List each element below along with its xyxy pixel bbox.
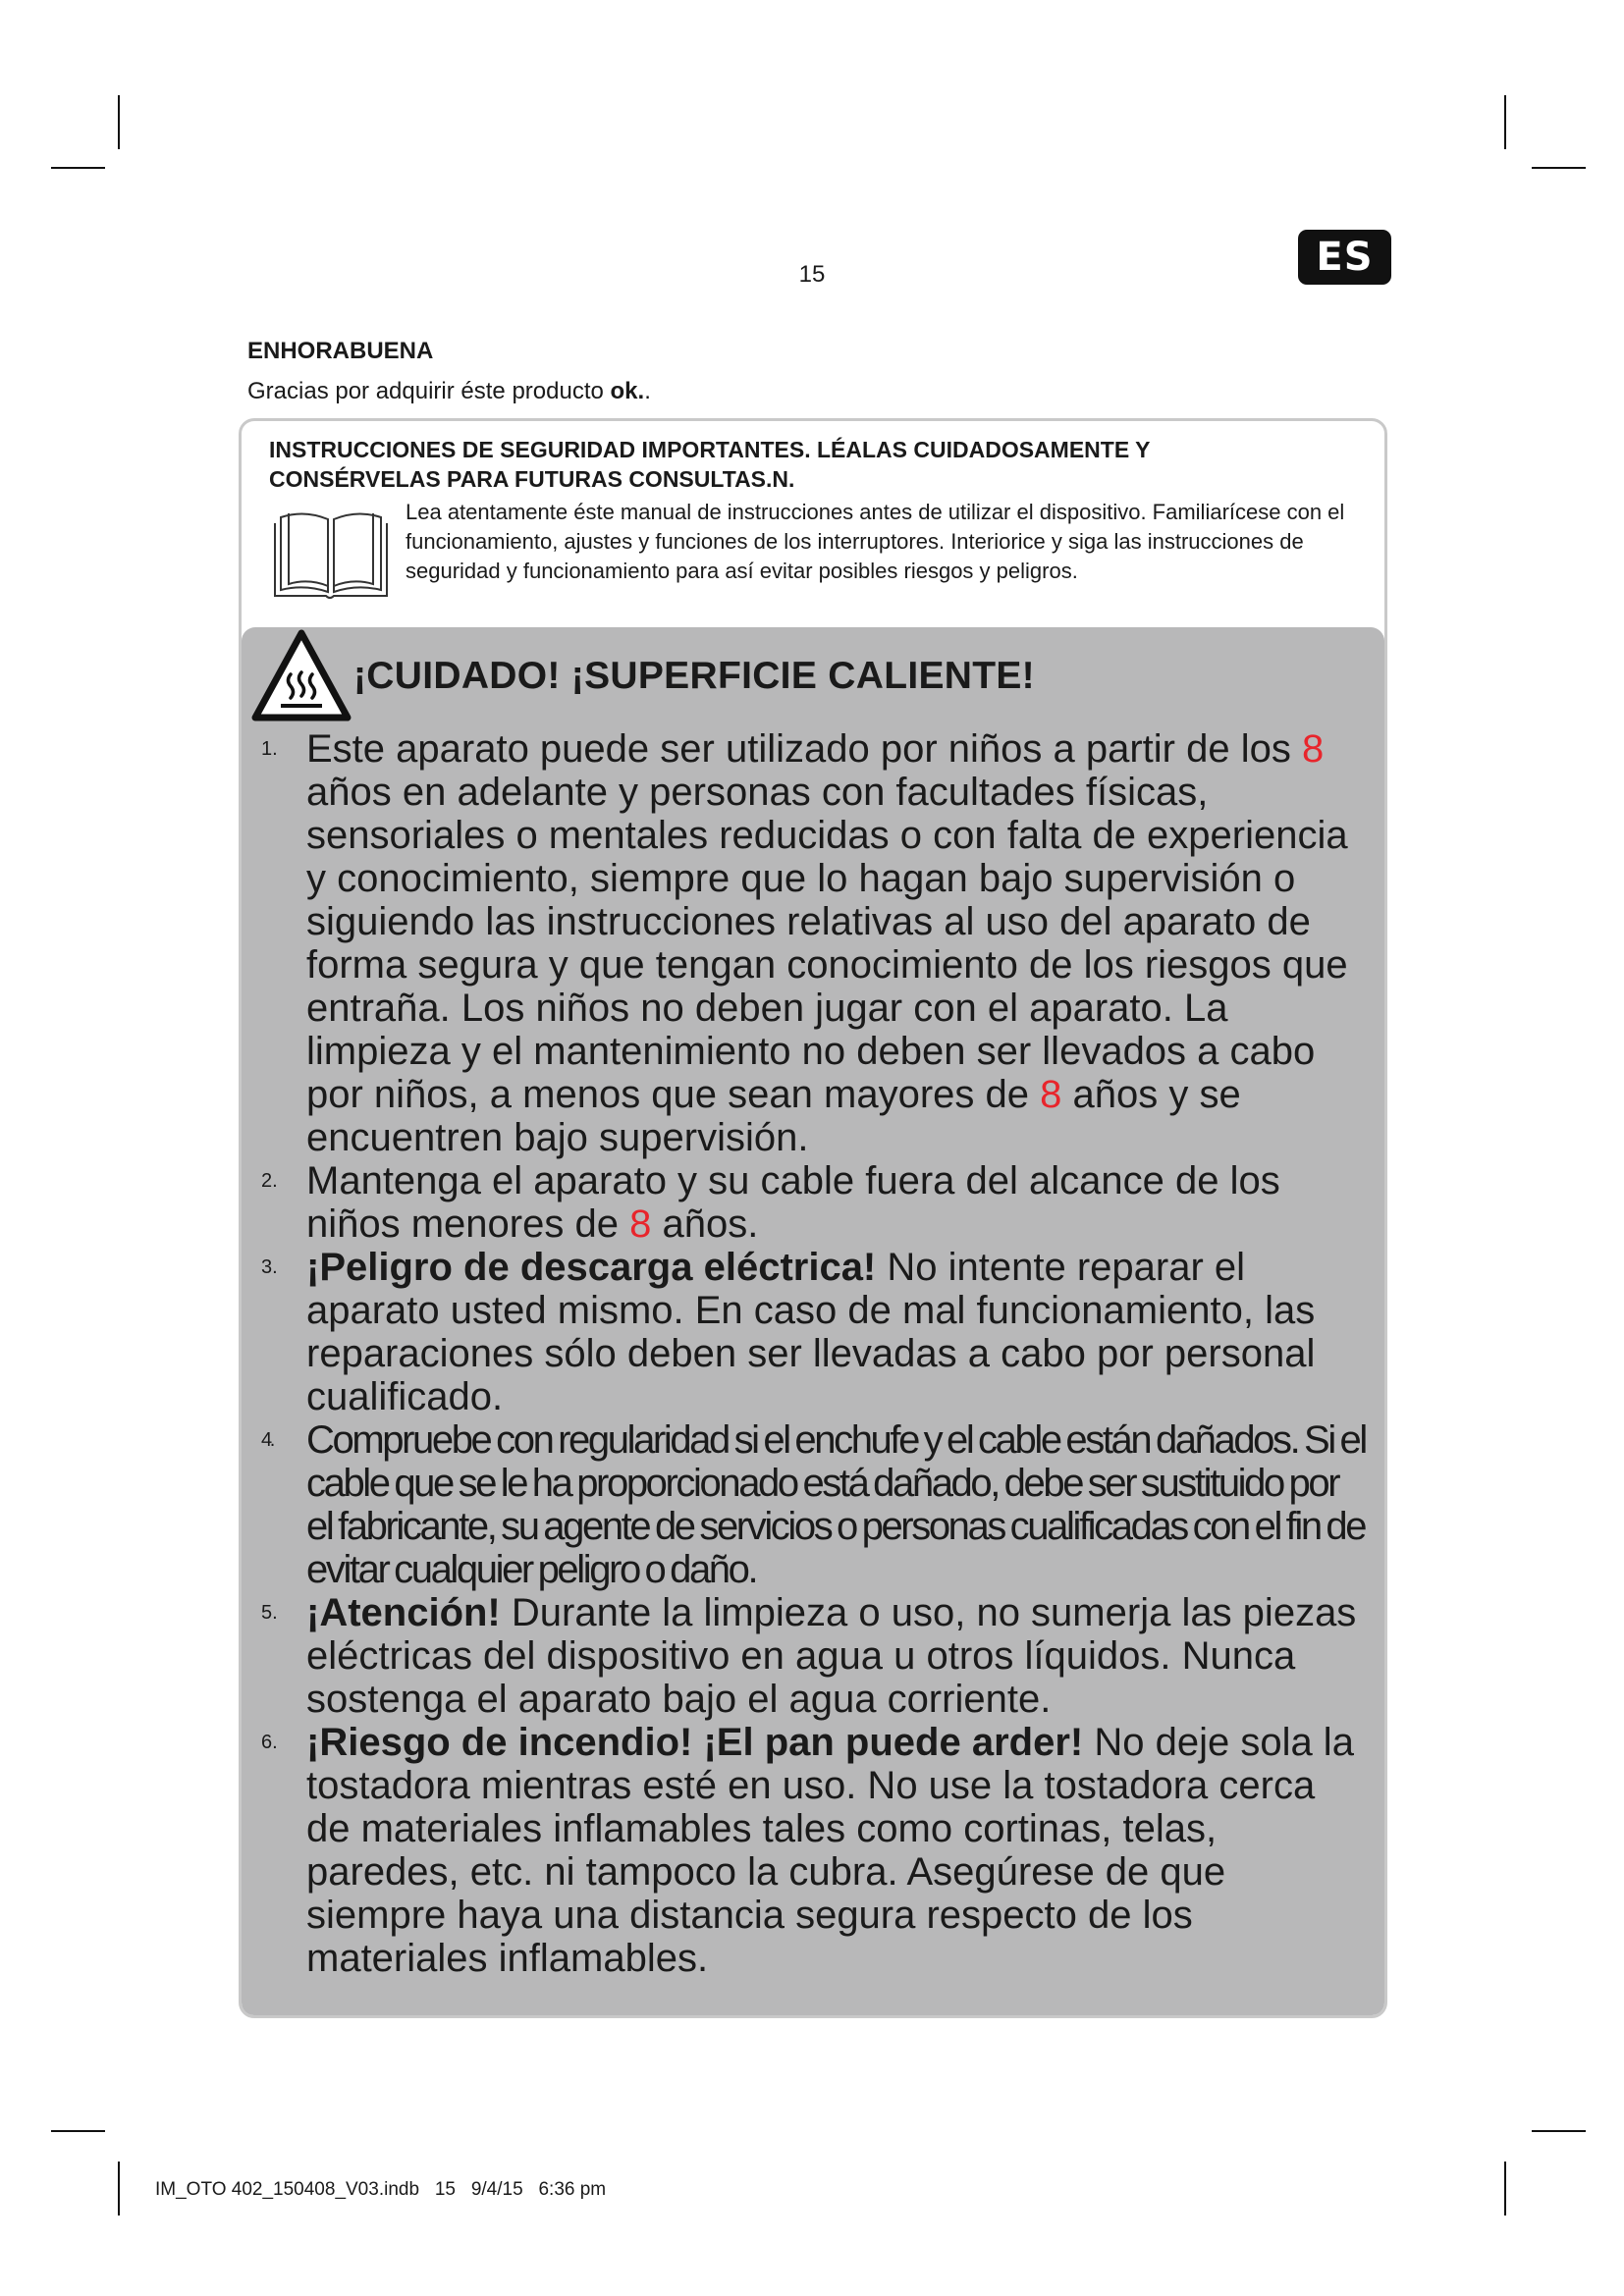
item-lead: ¡Riesgo de incendio! ¡El pan puede arder!: [306, 1721, 1084, 1764]
crop-mark-bottom-right-horizontal: [1532, 2130, 1586, 2132]
item-text: Mantenga el aparato y su cable fuera del alcance de los niños menores de: [306, 1159, 1280, 1246]
language-badge: ES: [1298, 230, 1391, 285]
thanks-prefix: Gracias por adquirir éste producto: [247, 378, 611, 404]
crop-mark-bottom-right-vertical: [1504, 2162, 1506, 2216]
warning-item-2: [261, 1159, 1367, 1246]
age-highlight: 8: [1301, 727, 1325, 771]
thanks-line: [247, 378, 651, 405]
item-number: 6.: [261, 1732, 278, 1753]
item-text: Durante la limpieza o uso, no sumerja las piezas eléctricas del dispositivo en agua u otros líquidos. Nunca sostenga el aparato bajo el agua corriente.: [306, 1591, 1357, 1721]
crop-mark-top-right-horizontal: [1532, 167, 1586, 169]
item-text: años.: [651, 1202, 759, 1246]
age-highlight: 8: [1040, 1073, 1062, 1116]
warning-item-6: [261, 1721, 1367, 1980]
warning-item-1: [261, 727, 1367, 1159]
safety-heading: [269, 435, 1359, 494]
item-text: Compruebe con regularidad si el enchufe y el cable están dañados. Si el cable que se le ha proporcionado está dañado, debe ser sustituido por el fabricante, su agente de servicios o personas cualificadas con el fin de evitar cualquier peligro o daño.: [306, 1418, 1366, 1591]
warning-panel: [242, 627, 1384, 2015]
crop-mark-top-left-horizontal: [51, 167, 105, 169]
safety-heading-line2: CONSÉRVELAS PARA FUTURAS CONSULTAS.N.: [269, 466, 795, 492]
congrats-heading: ENHORABUENA: [247, 338, 434, 364]
warning-item-5: [261, 1591, 1367, 1721]
item-lead: ¡Peligro de descarga eléctrica!: [306, 1246, 877, 1289]
item-text: años en adelante y personas con facultades físicas, sensoriales o mentales reducidas o con falta de experiencia y conocimiento, siempre que lo hagan bajo supervisión o siguiendo las instrucciones relativas al uso del aparato de forma segura y que tengan conocimiento de los riesgos que entraña. Los niños no deben jugar con el aparato. La limpieza y el mantenimiento no deben ser llevados a cabo por niños, a menos que sean mayores de: [306, 771, 1348, 1116]
warning-item-4: [261, 1418, 1367, 1591]
item-lead: ¡Atención!: [306, 1591, 501, 1634]
crop-mark-top-right-vertical: [1504, 95, 1506, 149]
brand-name: ok.: [610, 378, 645, 404]
crop-mark-bottom-left-vertical: [118, 2162, 120, 2216]
page-number: 15: [798, 261, 826, 288]
thanks-suffix: .: [644, 378, 651, 404]
open-book-icon: [269, 506, 393, 604]
hot-surface-warning-icon: [249, 627, 353, 725]
item-number: 5.: [261, 1602, 278, 1624]
warning-item-3: [261, 1246, 1367, 1418]
item-text: Este aparato puede ser utilizado por niños a partir de los: [306, 727, 1302, 771]
safety-intro-text: Lea atentamente éste manual de instrucciones antes de utilizar el dispositivo. Familiarícese con el funcionamiento, ajustes y funciones de los interruptores. Interiorice y siga las instrucciones de seguridad y funcionamiento para así evitar posibles riesgos y peligros.: [406, 500, 1345, 583]
safety-instructions-box: [239, 418, 1387, 2018]
crop-mark-top-left-vertical: [118, 95, 120, 149]
item-number: 4.: [261, 1429, 273, 1451]
item-text: años y se encuentren bajo supervisión.: [306, 1073, 1241, 1159]
age-highlight: 8: [629, 1202, 652, 1246]
print-slug: IM_OTO 402_150408_V03.indb 15 9/4/15 6:36 pm: [155, 2179, 607, 2200]
warnings-list: [242, 727, 1384, 1980]
item-number: 1.: [261, 738, 278, 760]
safety-heading-line1: INSTRUCCIONES DE SEGURIDAD IMPORTANTES. LÉALAS CUIDADOSAMENTE Y: [269, 437, 1151, 462]
item-number: 3.: [261, 1256, 278, 1278]
item-text: No deje sola la tostadora mientras esté en uso. No use la tostadora cerca de materiales inflamables tales como cortinas, telas, paredes, etc. ni tampoco la cubra. Asegúrese de que siempre haya una distancia segura respecto de los materiales inflamables.: [306, 1721, 1354, 1980]
item-number: 2.: [261, 1170, 278, 1192]
warning-title: ¡CUIDADO! ¡SUPERFICIE CALIENTE!: [353, 655, 1035, 697]
crop-mark-bottom-left-horizontal: [51, 2130, 105, 2132]
item-text: No intente reparar el aparato usted mismo. En caso de mal funcionamiento, las reparaciones sólo deben ser llevadas a cabo por personal cualificado.: [306, 1246, 1316, 1418]
